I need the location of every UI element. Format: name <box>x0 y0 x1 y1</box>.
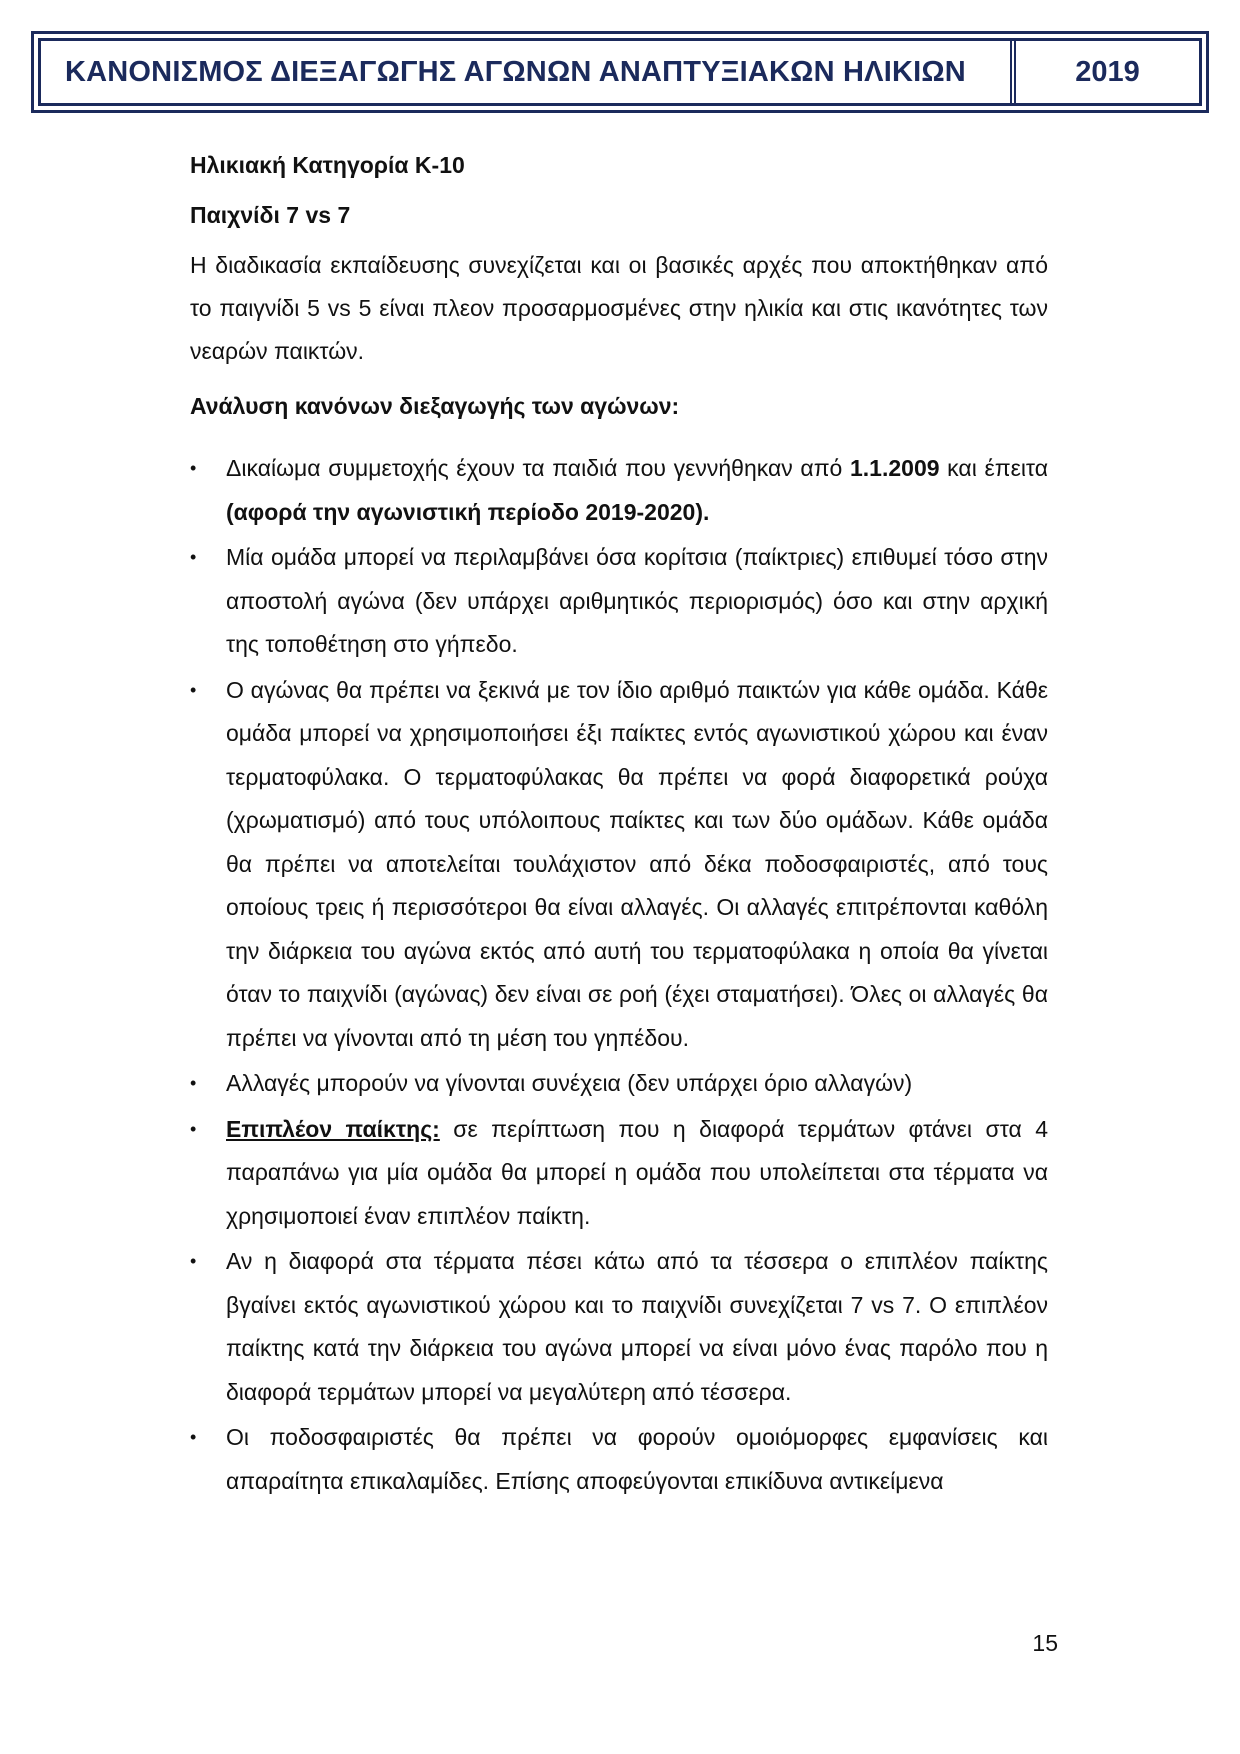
game-heading: Παιχνίδι 7 vs 7 <box>190 202 351 228</box>
rule-girls-text: Μία ομάδα μπορεί να περιλαμβάνει όσα κορίτσια (παίκτριες) επιθυμεί τόσο στην αποστολή αγώνα (δεν υπάρχει αριθμητικός περιορισμός) όσο και στην αρχική της τοποθέτηση στο γήπεδο. <box>226 544 1048 657</box>
page-content <box>190 150 1048 1505</box>
bullet-icon: • <box>190 1118 197 1139</box>
bullet-icon: • <box>190 458 197 478</box>
rule-extra-player-label: Επιπλέον παίκτης: <box>226 1115 440 1142</box>
bullet-icon: • <box>190 1427 197 1447</box>
category-heading: Ηλικιακή Κατηγορία Κ-10 <box>190 152 465 178</box>
rule-eligibility-mid: και έπειτα <box>939 455 1048 481</box>
document-year: 2019 <box>1075 55 1140 88</box>
rule-goal-difference <box>190 1240 1048 1414</box>
bullet-icon: • <box>190 1251 197 1271</box>
rule-girls <box>190 536 1048 667</box>
rule-extra-player-text: σε περίπτωση που η διαφορά τερμάτων φτάνει στα 4 παραπάνω για μία ομάδα θα μπορεί η ομάδα που υπολείπεται στα τέρματα να χρησιμοποιεί έναν επιπλέον παίκτη. <box>226 1115 1048 1229</box>
rule-uniforms-text: Οι ποδοσφαιριστές θα πρέπει να φορούν ομοιόμορφες εμφανίσεις και απαραίτητα επικαλαμίδες. Επίσης αποφεύγονται επικίδυνα αντικείμενα <box>226 1424 1048 1494</box>
document-title: ΚΑΝΟΝΙΣΜΟΣ ΔΙΕΞΑΓΩΓΗΣ ΑΓΩΝΩΝ ΑΝΑΠΤΥΞΙΑΚΩΝ ΗΛΙΚΙΩΝ <box>41 41 1016 103</box>
document-header <box>31 31 1209 113</box>
bullet-icon: • <box>190 547 197 567</box>
rule-eligibility-season: (αφορά την αγωνιστική περίοδο 2019-2020). <box>226 498 710 525</box>
rules-list <box>190 447 1048 1503</box>
rule-substitutions <box>190 1062 1048 1106</box>
rule-uniforms <box>190 1416 1048 1503</box>
rule-goal-difference-text: Αν η διαφορά στα τέρματα πέσει κάτω από τα τέσσερα ο επιπλέον παίκτης βγαίνει εκτός αγωνιστικού χώρου και το παιχνίδι συνεχίζεται 7 vs 7. Ο επιπλέον παίκτης κατά την διάρκεια του αγώνα μπορεί να είναι μόνο ένας παρόλο που η διαφορά τερμάτων μπορεί να μεγαλύτερη από τέσσερα. <box>226 1248 1048 1405</box>
page-number: 15 <box>1032 1630 1058 1656</box>
rule-players-text: Ο αγώνας θα πρέπει να ξεκινά με τον ίδιο αριθμό παικτών για κάθε ομάδα. Κάθε ομάδα μπορεί να χρησιμοποιήσει έξι παίκτες εντός αγωνιστικού χώρου και έναν τερματοφύλακα. Ο τερματοφύλακας θα πρέπει να φορά διαφορετικά ρούχα (χρωματισμό) από τους υπόλοιπους παίκτες και των δύο ομάδων. Κάθε ομάδα θα πρέπει να αποτελείται τουλάχιστον από δέκα ποδοσφαιριστές, από τους οποίους τρεις ή περισσότεροι θα είναι αλλαγές. Οι αλλαγές επιτρέπονται καθόλη την διάρκεια του αγώνα εκτός από αυτή του τερματοφύλακα η οποία θα γίνεται όταν το παιχνίδι (αγώνας) δεν είναι σε ροή (έχει σταματήσει). Όλες οι αλλαγές θα πρέπει να γίνονται από τη μέση του γηπέδου. <box>226 676 1048 1051</box>
document-header-frame <box>38 38 1202 106</box>
bullet-icon: • <box>190 1073 197 1093</box>
intro-paragraph: Η διαδικασία εκπαίδευσης συνεχίζεται και οι βασικές αρχές που αποκτήθηκαν από το παιγνίδι 5 vs 5 είναι πλεον προσαρμοσμένες στην ηλικία και στις ικανότητες των νεαρών παικτών. <box>190 252 1048 364</box>
rules-heading: Ανάλυση κανόνων διεξαγωγής των αγώνων: <box>190 393 680 419</box>
rule-players <box>190 669 1048 1061</box>
rule-eligibility-text: Δικαίωμα συμμετοχής έχουν τα παιδιά που γεννήθηκαν από <box>226 455 850 481</box>
rule-eligibility-date: 1.1.2009 <box>850 455 940 481</box>
bullet-icon: • <box>190 679 197 700</box>
rule-substitutions-text: Αλλαγές μπορούν να γίνονται συνέχεια (δεν υπάρχει όριο αλλαγών) <box>226 1070 913 1096</box>
rule-extra-player <box>190 1108 1048 1239</box>
rule-eligibility <box>190 447 1048 534</box>
